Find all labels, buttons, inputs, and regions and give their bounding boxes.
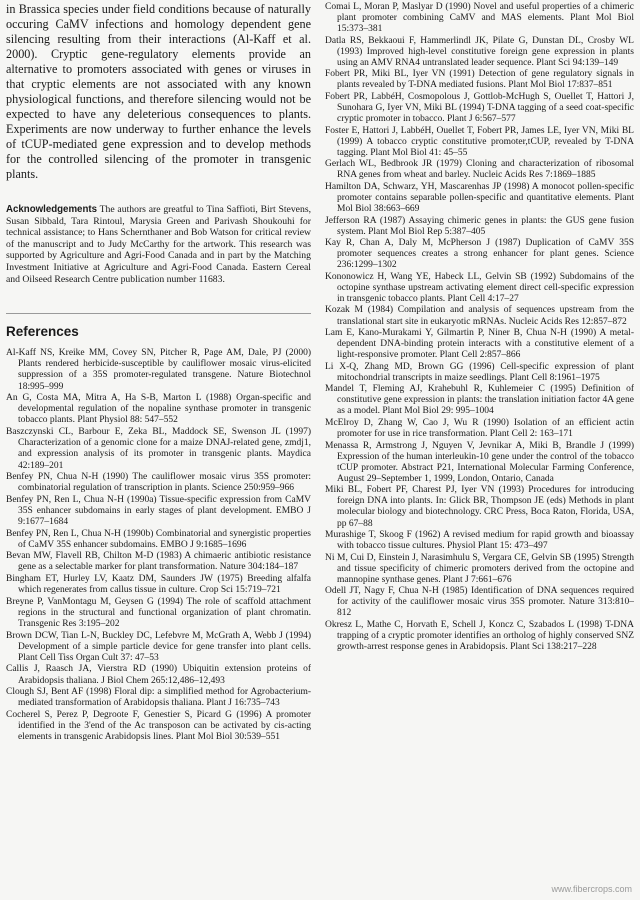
reference-item: Lam E, Kano-Murakami Y, Gilmartin P, Niner B, Chua N-H (1990) A metal-dependent DNA-binding protein interacts with a constitutive element of a light-responsive promoter. Plant Cell 2:857–866 bbox=[325, 328, 634, 361]
reference-item: Bingham ET, Hurley LV, Kaatz DM, Saunders JW (1975) Breeding alfalfa which regenerates from callus tissue in culture. Crop Sci 15:719–721 bbox=[6, 574, 311, 596]
reference-item: Foster E, Hattori J, LabbéH, Ouellet T, Fobert PR, James LE, Iyer VN, Miki BL (1999) A tobacco cryptic constitutive promoter,tCUP, revealed by T-DNA tagging. Plant Mol Biol 41: 45–55 bbox=[325, 125, 634, 158]
reference-item: Bevan MW, Flavell RB, Chilton M-D (1983) A chimaeric antibiotic resistance gene as a selectable marker for plant transformation. Nature 304:184–187 bbox=[6, 551, 311, 573]
reference-item: Benfey PN, Ren L, Chua N-H (1990a) Tissue-specific expression from CaMV 35S enhancer subdomains in early stages of plant development. EMBO J 9:1677–1684 bbox=[6, 494, 311, 528]
right-column bbox=[325, 2, 634, 898]
reference-item: Datla RS, Bekkaoui F, Hammerlindl JK, Pilate G, Dunstan DL, Crosby WL (1993) Improved high-level constitutive foreign gene expression in plants using an AMV RNA4 untranslated leader sequence. Plant Sci 94:139–149 bbox=[325, 35, 634, 68]
acknowledgements-text: The authors are greatful to Tina Saffioti, Birt Stevens, Susan Sibbald, Tara Rintoul, Marysia Green and Parivash Shoukouhi for technical assistance; to Hans Schernthaner and Bob Watson for critical review of the manuscript and to Judy McCarthy for the artwork. This research was supported by Agriculture and Agri-Food Canada and in part by the Matching Investment Initiative at Agriculture and Agri-Food Canada. Eastern Cereal and Oilseed Research Centre publication number 11683. bbox=[6, 204, 311, 285]
reference-item: An G, Costa MA, Mitra A, Ha S-B, Marton L (1988) Organ-specific and developmental regulation of the nopaline synthase promoter in transgenic tobacco plants. Plant Physiol 88: 547–552 bbox=[6, 393, 311, 426]
reference-item: Gerlach WL, Bedbrook JR (1979) Cloning and characterization of ribosomal RNA genes from wheat and barley. Nucleic Acids Res 7:1869–1885 bbox=[325, 159, 634, 181]
reference-item: Murashige T, Skoog F (1962) A revised medium for rapid growth and bioassay with tobacco tissue cultures. Physiol Plant 15: 473–497 bbox=[325, 530, 634, 552]
reference-item: Mandel T, Fleming AJ, Krahebuhl R, Kuhlemeier C (1995) Definition of constitutive gene expression in plants: the translation initiation factor 4A gene as a model. Plant Mol Biol 29: 995–1004 bbox=[325, 384, 634, 417]
reference-item: McElroy D, Zhang W, Cao J, Wu R (1990) Isolation of an efficient actin promoter for use in rice transformation. Plant Cell 2: 163–171 bbox=[325, 417, 634, 440]
acknowledgements bbox=[6, 204, 311, 285]
reference-item: Comai L, Moran P, Maslyar D (1990) Novel and useful properties of a chimeric plant promoter combining CaMV and MAS elements. Plant Mol Biol 15:373–381 bbox=[325, 2, 634, 35]
reference-item: Kononowicz H, Wang YE, Habeck LL, Gelvin SB (1992) Subdomains of the octopine synthase upstream activating element direct cell-specific expression in transgenic tobacco plants. Plant Cell 4:17–27 bbox=[325, 271, 634, 304]
reference-item: Callis J, Raasch JA, Vierstra RD (1990) Ubiquitin extension proteins of Arabidopsis thaliana. J Biol Chem 265:12,486–12,493 bbox=[6, 664, 311, 686]
left-column bbox=[6, 2, 311, 898]
reference-item: Clough SJ, Bent AF (1998) Floral dip: a simplified method for Agrobacterium-mediated transformation of Arabidopsis thaliana. Plant J 16:735–743 bbox=[6, 687, 311, 709]
reference-item: Benfey PN, Chua N-H (1990) The cauliflower mosaic virus 35S promoter: combinatorial regulation of transcription in plants. Science 250:959–966 bbox=[6, 472, 311, 494]
reference-item: Cocherel S, Perez P, Degroote F, Genestier S, Picard G (1996) A promoter identified in the 3'end of the Ac transposon can be activated by cis-acting elements in transgenic Arabidopsis lines. Plant Mol Biol 30:539–551 bbox=[6, 709, 311, 743]
reference-item: Breyne P, VanMontagu M, Geysen G (1994) The role of scaffold attachment regions in the structural and functional organization of plant chromatin. Transgenic Res 3:195–202 bbox=[6, 596, 311, 630]
section-divider bbox=[6, 313, 311, 314]
references-heading: References bbox=[6, 324, 79, 340]
reference-item: Ni M, Cui D, Einstein J, Narasimhulu S, Vergara CE, Gelvin SB (1995) Strength and tissue specificity of chimeric promoters derived from the octopine and mannopine synthase genes. Plant J 7:661–676 bbox=[325, 552, 634, 585]
body-paragraph: in Brassica species under field conditions because of naturally occuring CaMV infections and homology dependent gene silencing resulting from their interactions (Al-Kaff et al. 2000). Cryptic gene-regulatory elements provide an alternative to promoters associated with genes or viruses in that cryptic elements are not associated with any known physiological functions, and therefore silencing would not be expected to have any deleterious consequences to plants. Experiments are now underway to further enhance the levels of tCUP-mediated gene expression and to develop methods for the controlled silencing of the promoter in transgenic plants. bbox=[6, 2, 311, 181]
reference-item: Kay R, Chan A, Daly M, McPherson J (1987) Duplication of CaMV 35S promoter sequences creates a strong enhancer for plant genes. Science 236:1299–1302 bbox=[325, 238, 634, 271]
reference-item: Li X-Q, Zhang MD, Brown GG (1996) Cell-specific expression of plant mitochondrial transcripts in maize seedlings. Plant Cell 8:1961–1975 bbox=[325, 361, 634, 383]
reference-item: Baszczynski CL, Barbour E, Zeka BL, Maddock SE, Swenson JL (1997) Characterization of a genomic clone for a maize DNAJ-related gene, zmdj1, and expression analysis of its promoter in transgenic plants. Maydica 42:189–201 bbox=[6, 427, 311, 471]
references-list-left bbox=[6, 348, 311, 743]
watermark: www.fibercrops.com bbox=[551, 884, 632, 894]
references-list-right bbox=[325, 2, 634, 653]
acknowledgements-heading: Acknowledgements bbox=[6, 204, 97, 215]
reference-item: Fobert PR, LabbéH, Cosmopolous J, Gottlob-McHugh S, Ouellet T, Hattori J, Sunohara G, Iyer VN, Miki BL (1994) T-DNA tagging of a seed coat-specific cryptic promoter in tobacco. Plant J 6:567–577 bbox=[325, 91, 634, 125]
reference-item: Okresz L, Mathe C, Horvath E, Schell J, Koncz C, Szabados L (1998) T-DNA trapping of a cryptic promoter identifies an ortholog of highly conserved SNZ growth-arrest response genes in Arabidopsis. Plant Sci 138:217–228 bbox=[325, 619, 634, 653]
reference-item: Al-Kaff NS, Kreike MM, Covey SN, Pitcher R, Page AM, Dale, PJ (2000) Plants rendered herbicide-susceptible by cauliflower mosaic virus-elicited suppression of a 35S promoter-regulated transgene. Nature Biotechnol 18:995–999 bbox=[6, 348, 311, 392]
reference-item: Brown DCW, Tian L-N, Buckley DC, Lefebvre M, McGrath A, Webb J (1994) Development of a simple particle device for gene transfer into plant cells. Plant Cell Tiss Organ Cult 37: 47–53 bbox=[6, 630, 311, 663]
reference-item: Benfey PN, Ren L, Chua N-H (1990b) Combinatorial and synergistic properties of CaMV 35S enhancer subdomains. EMBO J 9:1685–1696 bbox=[6, 528, 311, 550]
reference-item: Kozak M (1984) Compilation and analysis of sequences upstream from the translational start site in eukaryotic mRNAs. Nucleic Acids Res 12:857–872 bbox=[325, 305, 634, 327]
reference-item: Miki BL, Fobert PF, Charest PJ, Iyer VN (1993) Procedures for introducing foreign DNA into plants. In: Glick BR, Thompson JE (eds) Methods in plant molecular biology and biotechnology. CRC Press, Boca Raton, Florida, USA, pp 67–88 bbox=[325, 485, 634, 529]
reference-item: Menassa R, Armstrong J, Nguyen V, Jevnikar A, Miki B, Brandle J (1999) Expression of the human interleukin-10 gene under the control of the tobacco tCUP promoter. Abstract P21, International Molecular Farming Conference, August 29–September 1, 1999, London, Ontario, Canada bbox=[325, 440, 634, 484]
reference-item: Fobert PR, Miki BL, Iyer VN (1991) Detection of gene regulatory signals in plants revealed by T-DNA mediated fusions. Plant Mol Biol 17:837–851 bbox=[325, 69, 634, 91]
reference-item: Hamilton DA, Schwarz, YH, Mascarenhas JP (1998) A monocot pollen-specific promoter contains separable pollen-specific and quantitative elements. Plant Mol Biol 38:663–669 bbox=[325, 181, 634, 215]
reference-item: Odell JT, Nagy F, Chua N-H (1985) Identification of DNA sequences required for activity of the cauliflower mosaic virus 35S promoter. Nature 313:810–812 bbox=[325, 586, 634, 619]
reference-item: Jefferson RA (1987) Assaying chimeric genes in plants: the GUS gene fusion system. Plant Mol Biol Rep 5:387–405 bbox=[325, 215, 634, 237]
